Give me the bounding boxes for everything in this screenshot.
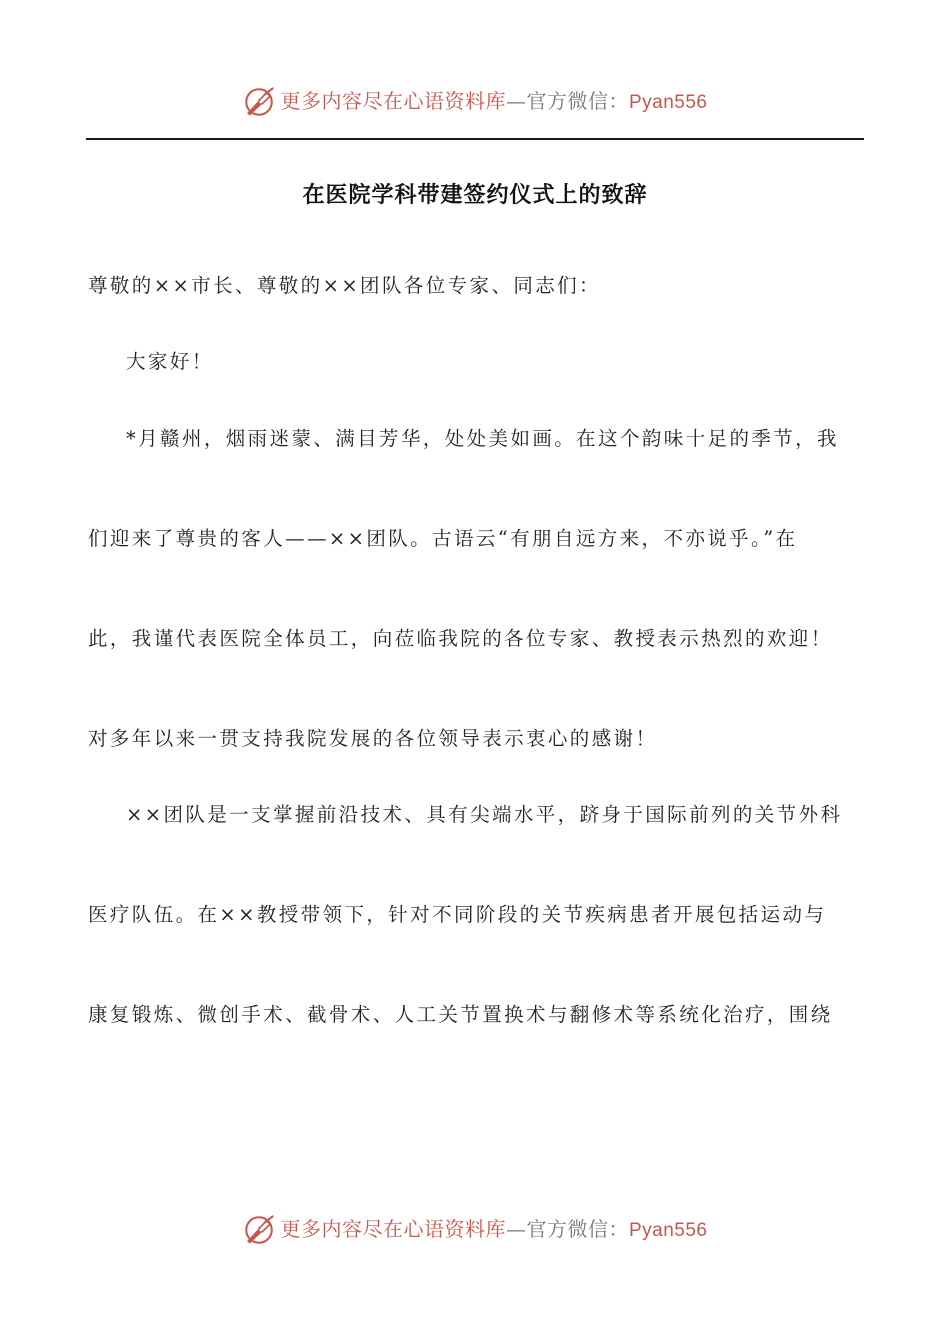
body-line-2: 们迎来了尊贵的客人——××团队。古语云“有朋自远方来，不亦说乎。”在 xyxy=(88,527,798,550)
footer-wechat-id: Pyan556 xyxy=(628,1220,708,1241)
footer-banner-title: 更多内容尽在心语资料库 xyxy=(280,1217,506,1241)
footer-banner-separator: —官方微信： xyxy=(505,1217,629,1241)
document-title: 在医院学科带建签约仪式上的致辞 xyxy=(302,182,648,208)
body-line-3: 此，我谨代表医院全体员工，向莅临我院的各位专家、教授表示热烈的欢迎！ xyxy=(88,627,833,650)
salutation: 尊敬的××市长、尊敬的××团队各位专家、同志们： xyxy=(88,274,601,297)
greeting: 大家好！ xyxy=(126,350,214,373)
header-banner xyxy=(0,82,950,122)
header-banner-separator: —官方微信： xyxy=(505,89,629,113)
body-line-1: *月赣州，烟雨迷蒙、满目芳华，处处美如画。在这个韵味十足的季节，我 xyxy=(126,427,839,450)
body-line-6: 医疗队伍。在××教授带领下，针对不同阶段的关节疾病患者开展包括运动与 xyxy=(88,903,827,926)
body-line-4: 对多年以来一贯支持我院发展的各位领导表示衷心的感谢！ xyxy=(88,727,658,750)
header-banner-text xyxy=(280,81,707,123)
footer-banner xyxy=(0,1210,950,1250)
body-line-5: ××团队是一支掌握前沿技术、具有尖端水平，跻身于国际前列的关节外科 xyxy=(126,803,843,826)
pen-nib-logo-icon xyxy=(242,85,276,119)
header-banner-title: 更多内容尽在心语资料库 xyxy=(280,89,506,113)
pen-nib-logo-icon xyxy=(242,1213,276,1247)
footer-banner-text xyxy=(280,1209,707,1251)
header-divider xyxy=(86,138,864,140)
header-wechat-id: Pyan556 xyxy=(628,92,708,113)
body-line-7: 康复锻炼、微创手术、截骨术、人工关节置换术与翻修术等系统化治疗，围绕 xyxy=(88,1003,833,1026)
